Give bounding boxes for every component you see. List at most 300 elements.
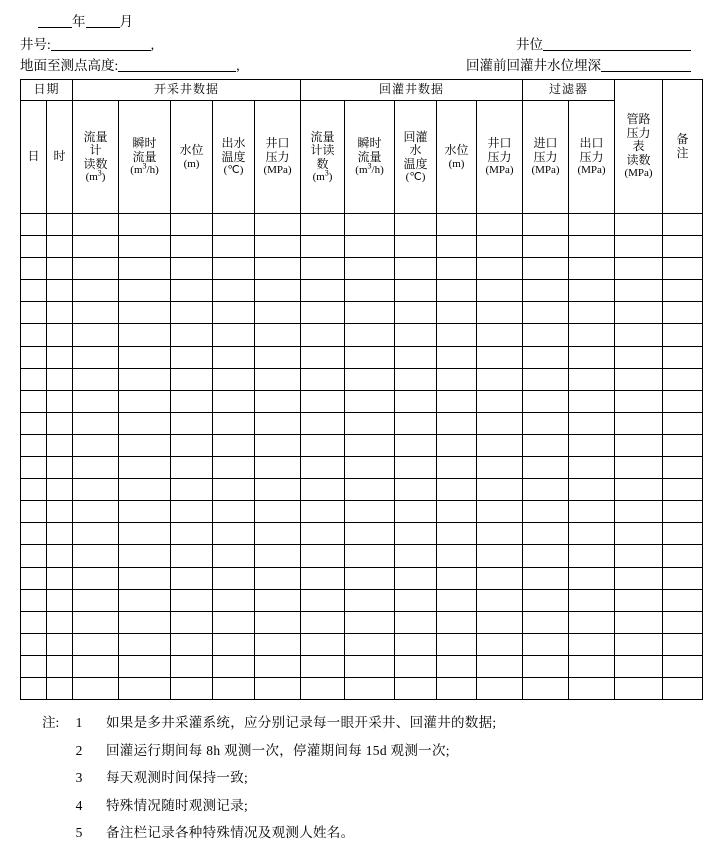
cell-filter-inlet-pressure[interactable] <box>523 457 569 479</box>
cell-filter-inlet-pressure[interactable] <box>523 390 569 412</box>
cell-filter-inlet-pressure[interactable] <box>523 545 569 567</box>
cell-rech-water-level[interactable] <box>437 390 477 412</box>
cell-filter-outlet-pressure[interactable] <box>569 324 615 346</box>
cell-hour[interactable] <box>47 368 73 390</box>
cell-hour[interactable] <box>47 390 73 412</box>
cell-rech-instant-flow[interactable] <box>345 567 395 589</box>
cell-rech-instant-flow[interactable] <box>345 258 395 280</box>
cell-rech-water-level[interactable] <box>437 589 477 611</box>
cell-rech-flow-meter[interactable] <box>301 324 345 346</box>
cell-prod-water-level[interactable] <box>171 434 213 456</box>
cell-rech-instant-flow[interactable] <box>345 214 395 236</box>
cell-filter-outlet-pressure[interactable] <box>569 412 615 434</box>
cell-rech-instant-flow[interactable] <box>345 655 395 677</box>
cell-rech-flow-meter[interactable] <box>301 677 345 699</box>
cell-rech-water-level[interactable] <box>437 655 477 677</box>
cell-prod-flow-meter[interactable] <box>73 258 119 280</box>
cell-pipe-pressure-reading[interactable] <box>615 412 663 434</box>
cell-rech-water-temp[interactable] <box>395 324 437 346</box>
cell-prod-wellhead-pressure[interactable] <box>255 258 301 280</box>
cell-hour[interactable] <box>47 545 73 567</box>
cell-remarks[interactable] <box>663 412 703 434</box>
cell-rech-instant-flow[interactable] <box>345 412 395 434</box>
cell-prod-flow-meter[interactable] <box>73 589 119 611</box>
cell-rech-water-temp[interactable] <box>395 677 437 699</box>
cell-day[interactable] <box>21 324 47 346</box>
cell-pipe-pressure-reading[interactable] <box>615 567 663 589</box>
cell-rech-water-level[interactable] <box>437 302 477 324</box>
cell-prod-wellhead-pressure[interactable] <box>255 567 301 589</box>
cell-remarks[interactable] <box>663 280 703 302</box>
cell-rech-instant-flow[interactable] <box>345 236 395 258</box>
cell-filter-outlet-pressure[interactable] <box>569 368 615 390</box>
cell-rech-wellhead-pressure[interactable] <box>477 545 523 567</box>
cell-rech-wellhead-pressure[interactable] <box>477 655 523 677</box>
cell-filter-inlet-pressure[interactable] <box>523 523 569 545</box>
cell-rech-instant-flow[interactable] <box>345 434 395 456</box>
cell-filter-inlet-pressure[interactable] <box>523 302 569 324</box>
cell-prod-water-temp[interactable] <box>213 523 255 545</box>
cell-pipe-pressure-reading[interactable] <box>615 390 663 412</box>
cell-rech-flow-meter[interactable] <box>301 589 345 611</box>
cell-prod-flow-meter[interactable] <box>73 479 119 501</box>
cell-prod-water-temp[interactable] <box>213 214 255 236</box>
cell-rech-instant-flow[interactable] <box>345 346 395 368</box>
cell-prod-wellhead-pressure[interactable] <box>255 390 301 412</box>
cell-hour[interactable] <box>47 611 73 633</box>
cell-rech-water-level[interactable] <box>437 633 477 655</box>
cell-rech-water-level[interactable] <box>437 412 477 434</box>
cell-rech-water-level[interactable] <box>437 280 477 302</box>
cell-prod-instant-flow[interactable] <box>119 545 171 567</box>
cell-remarks[interactable] <box>663 368 703 390</box>
cell-rech-wellhead-pressure[interactable] <box>477 368 523 390</box>
cell-remarks[interactable] <box>663 214 703 236</box>
cell-prod-flow-meter[interactable] <box>73 280 119 302</box>
cell-hour[interactable] <box>47 523 73 545</box>
cell-prod-flow-meter[interactable] <box>73 545 119 567</box>
cell-rech-water-level[interactable] <box>437 545 477 567</box>
cell-rech-water-temp[interactable] <box>395 567 437 589</box>
cell-remarks[interactable] <box>663 677 703 699</box>
cell-prod-wellhead-pressure[interactable] <box>255 280 301 302</box>
cell-filter-outlet-pressure[interactable] <box>569 258 615 280</box>
cell-remarks[interactable] <box>663 655 703 677</box>
cell-rech-water-temp[interactable] <box>395 346 437 368</box>
cell-prod-wellhead-pressure[interactable] <box>255 501 301 523</box>
cell-prod-water-level[interactable] <box>171 236 213 258</box>
cell-prod-instant-flow[interactable] <box>119 677 171 699</box>
cell-prod-water-level[interactable] <box>171 412 213 434</box>
cell-prod-water-temp[interactable] <box>213 434 255 456</box>
cell-prod-wellhead-pressure[interactable] <box>255 611 301 633</box>
cell-prod-water-temp[interactable] <box>213 677 255 699</box>
cell-hour[interactable] <box>47 346 73 368</box>
cell-pipe-pressure-reading[interactable] <box>615 434 663 456</box>
cell-rech-instant-flow[interactable] <box>345 280 395 302</box>
cell-pipe-pressure-reading[interactable] <box>615 589 663 611</box>
cell-rech-water-temp[interactable] <box>395 501 437 523</box>
cell-filter-outlet-pressure[interactable] <box>569 346 615 368</box>
cell-rech-water-temp[interactable] <box>395 457 437 479</box>
cell-rech-flow-meter[interactable] <box>301 368 345 390</box>
cell-rech-flow-meter[interactable] <box>301 412 345 434</box>
cell-prod-wellhead-pressure[interactable] <box>255 324 301 346</box>
cell-prod-instant-flow[interactable] <box>119 280 171 302</box>
cell-rech-water-temp[interactable] <box>395 479 437 501</box>
cell-filter-inlet-pressure[interactable] <box>523 258 569 280</box>
cell-rech-water-temp[interactable] <box>395 633 437 655</box>
cell-pipe-pressure-reading[interactable] <box>615 523 663 545</box>
cell-filter-inlet-pressure[interactable] <box>523 236 569 258</box>
cell-rech-flow-meter[interactable] <box>301 236 345 258</box>
cell-hour[interactable] <box>47 479 73 501</box>
cell-rech-wellhead-pressure[interactable] <box>477 501 523 523</box>
cell-rech-flow-meter[interactable] <box>301 457 345 479</box>
cell-prod-instant-flow[interactable] <box>119 236 171 258</box>
cell-prod-flow-meter[interactable] <box>73 523 119 545</box>
cell-prod-wellhead-pressure[interactable] <box>255 633 301 655</box>
cell-prod-water-level[interactable] <box>171 611 213 633</box>
cell-prod-instant-flow[interactable] <box>119 368 171 390</box>
cell-rech-water-level[interactable] <box>437 368 477 390</box>
cell-prod-wellhead-pressure[interactable] <box>255 434 301 456</box>
cell-rech-flow-meter[interactable] <box>301 545 345 567</box>
cell-rech-wellhead-pressure[interactable] <box>477 677 523 699</box>
cell-rech-instant-flow[interactable] <box>345 390 395 412</box>
cell-hour[interactable] <box>47 567 73 589</box>
cell-day[interactable] <box>21 479 47 501</box>
cell-rech-wellhead-pressure[interactable] <box>477 457 523 479</box>
cell-pipe-pressure-reading[interactable] <box>615 302 663 324</box>
cell-prod-water-temp[interactable] <box>213 280 255 302</box>
cell-prod-wellhead-pressure[interactable] <box>255 412 301 434</box>
cell-rech-instant-flow[interactable] <box>345 523 395 545</box>
cell-prod-water-temp[interactable] <box>213 258 255 280</box>
cell-prod-instant-flow[interactable] <box>119 479 171 501</box>
cell-rech-instant-flow[interactable] <box>345 545 395 567</box>
cell-hour[interactable] <box>47 214 73 236</box>
cell-filter-outlet-pressure[interactable] <box>569 302 615 324</box>
cell-filter-outlet-pressure[interactable] <box>569 611 615 633</box>
cell-hour[interactable] <box>47 302 73 324</box>
cell-prod-water-temp[interactable] <box>213 611 255 633</box>
cell-filter-inlet-pressure[interactable] <box>523 655 569 677</box>
cell-prod-instant-flow[interactable] <box>119 434 171 456</box>
cell-prod-water-temp[interactable] <box>213 479 255 501</box>
cell-prod-flow-meter[interactable] <box>73 611 119 633</box>
month-blank[interactable] <box>86 14 120 28</box>
cell-filter-inlet-pressure[interactable] <box>523 633 569 655</box>
cell-remarks[interactable] <box>663 390 703 412</box>
cell-rech-wellhead-pressure[interactable] <box>477 412 523 434</box>
cell-hour[interactable] <box>47 434 73 456</box>
cell-remarks[interactable] <box>663 589 703 611</box>
cell-rech-water-temp[interactable] <box>395 545 437 567</box>
cell-rech-wellhead-pressure[interactable] <box>477 633 523 655</box>
well-no-blank[interactable] <box>51 37 151 51</box>
cell-prod-water-level[interactable] <box>171 214 213 236</box>
cell-prod-water-temp[interactable] <box>213 412 255 434</box>
cell-prod-water-level[interactable] <box>171 677 213 699</box>
cell-prod-water-temp[interactable] <box>213 567 255 589</box>
cell-hour[interactable] <box>47 280 73 302</box>
cell-rech-water-temp[interactable] <box>395 523 437 545</box>
cell-filter-inlet-pressure[interactable] <box>523 368 569 390</box>
cell-remarks[interactable] <box>663 501 703 523</box>
cell-prod-flow-meter[interactable] <box>73 368 119 390</box>
cell-rech-instant-flow[interactable] <box>345 368 395 390</box>
cell-day[interactable] <box>21 346 47 368</box>
cell-rech-water-temp[interactable] <box>395 611 437 633</box>
cell-rech-instant-flow[interactable] <box>345 501 395 523</box>
cell-pipe-pressure-reading[interactable] <box>615 324 663 346</box>
cell-hour[interactable] <box>47 501 73 523</box>
cell-prod-water-temp[interactable] <box>213 346 255 368</box>
cell-prod-water-level[interactable] <box>171 302 213 324</box>
cell-prod-flow-meter[interactable] <box>73 302 119 324</box>
cell-rech-instant-flow[interactable] <box>345 302 395 324</box>
cell-day[interactable] <box>21 412 47 434</box>
cell-day[interactable] <box>21 589 47 611</box>
cell-rech-wellhead-pressure[interactable] <box>477 611 523 633</box>
cell-rech-water-level[interactable] <box>437 346 477 368</box>
cell-filter-outlet-pressure[interactable] <box>569 280 615 302</box>
cell-prod-water-temp[interactable] <box>213 390 255 412</box>
cell-filter-inlet-pressure[interactable] <box>523 677 569 699</box>
cell-prod-flow-meter[interactable] <box>73 567 119 589</box>
cell-filter-outlet-pressure[interactable] <box>569 434 615 456</box>
cell-day[interactable] <box>21 390 47 412</box>
cell-prod-water-level[interactable] <box>171 589 213 611</box>
cell-hour[interactable] <box>47 633 73 655</box>
cell-day[interactable] <box>21 302 47 324</box>
cell-rech-flow-meter[interactable] <box>301 346 345 368</box>
cell-prod-instant-flow[interactable] <box>119 655 171 677</box>
cell-rech-water-level[interactable] <box>437 324 477 346</box>
cell-filter-inlet-pressure[interactable] <box>523 567 569 589</box>
cell-rech-water-temp[interactable] <box>395 589 437 611</box>
cell-day[interactable] <box>21 434 47 456</box>
cell-prod-flow-meter[interactable] <box>73 324 119 346</box>
cell-filter-inlet-pressure[interactable] <box>523 434 569 456</box>
cell-prod-wellhead-pressure[interactable] <box>255 589 301 611</box>
cell-prod-instant-flow[interactable] <box>119 258 171 280</box>
cell-rech-water-level[interactable] <box>437 567 477 589</box>
cell-rech-wellhead-pressure[interactable] <box>477 214 523 236</box>
cell-rech-wellhead-pressure[interactable] <box>477 280 523 302</box>
cell-day[interactable] <box>21 501 47 523</box>
cell-remarks[interactable] <box>663 567 703 589</box>
cell-filter-outlet-pressure[interactable] <box>569 633 615 655</box>
cell-rech-flow-meter[interactable] <box>301 214 345 236</box>
cell-prod-wellhead-pressure[interactable] <box>255 368 301 390</box>
cell-day[interactable] <box>21 655 47 677</box>
cell-prod-flow-meter[interactable] <box>73 236 119 258</box>
cell-remarks[interactable] <box>663 434 703 456</box>
cell-rech-flow-meter[interactable] <box>301 280 345 302</box>
cell-prod-instant-flow[interactable] <box>119 214 171 236</box>
cell-prod-wellhead-pressure[interactable] <box>255 479 301 501</box>
cell-rech-flow-meter[interactable] <box>301 633 345 655</box>
cell-remarks[interactable] <box>663 545 703 567</box>
cell-pipe-pressure-reading[interactable] <box>615 677 663 699</box>
cell-hour[interactable] <box>47 324 73 346</box>
cell-remarks[interactable] <box>663 236 703 258</box>
cell-prod-water-temp[interactable] <box>213 324 255 346</box>
cell-prod-wellhead-pressure[interactable] <box>255 545 301 567</box>
cell-rech-wellhead-pressure[interactable] <box>477 479 523 501</box>
cell-prod-instant-flow[interactable] <box>119 501 171 523</box>
cell-rech-wellhead-pressure[interactable] <box>477 324 523 346</box>
cell-filter-outlet-pressure[interactable] <box>569 545 615 567</box>
cell-prod-water-level[interactable] <box>171 545 213 567</box>
cell-filter-inlet-pressure[interactable] <box>523 346 569 368</box>
cell-rech-water-temp[interactable] <box>395 368 437 390</box>
cell-filter-inlet-pressure[interactable] <box>523 479 569 501</box>
cell-pipe-pressure-reading[interactable] <box>615 214 663 236</box>
cell-rech-instant-flow[interactable] <box>345 457 395 479</box>
cell-prod-flow-meter[interactable] <box>73 434 119 456</box>
cell-rech-wellhead-pressure[interactable] <box>477 390 523 412</box>
cell-prod-wellhead-pressure[interactable] <box>255 677 301 699</box>
cell-day[interactable] <box>21 368 47 390</box>
cell-filter-inlet-pressure[interactable] <box>523 611 569 633</box>
cell-day[interactable] <box>21 258 47 280</box>
cell-prod-water-temp[interactable] <box>213 457 255 479</box>
cell-rech-flow-meter[interactable] <box>301 567 345 589</box>
cell-prod-instant-flow[interactable] <box>119 523 171 545</box>
cell-rech-water-temp[interactable] <box>395 258 437 280</box>
cell-day[interactable] <box>21 280 47 302</box>
cell-rech-instant-flow[interactable] <box>345 479 395 501</box>
cell-rech-wellhead-pressure[interactable] <box>477 434 523 456</box>
cell-filter-outlet-pressure[interactable] <box>569 589 615 611</box>
cell-rech-water-level[interactable] <box>437 214 477 236</box>
cell-filter-outlet-pressure[interactable] <box>569 677 615 699</box>
cell-pipe-pressure-reading[interactable] <box>615 501 663 523</box>
cell-prod-water-level[interactable] <box>171 501 213 523</box>
cell-remarks[interactable] <box>663 258 703 280</box>
cell-prod-flow-meter[interactable] <box>73 633 119 655</box>
cell-pipe-pressure-reading[interactable] <box>615 368 663 390</box>
cell-prod-water-temp[interactable] <box>213 589 255 611</box>
cell-prod-flow-meter[interactable] <box>73 457 119 479</box>
cell-day[interactable] <box>21 633 47 655</box>
cell-filter-outlet-pressure[interactable] <box>569 567 615 589</box>
cell-rech-instant-flow[interactable] <box>345 589 395 611</box>
cell-prod-instant-flow[interactable] <box>119 611 171 633</box>
cell-hour[interactable] <box>47 236 73 258</box>
cell-prod-instant-flow[interactable] <box>119 302 171 324</box>
cell-prod-instant-flow[interactable] <box>119 390 171 412</box>
cell-rech-water-temp[interactable] <box>395 412 437 434</box>
cell-rech-water-level[interactable] <box>437 611 477 633</box>
cell-prod-flow-meter[interactable] <box>73 501 119 523</box>
cell-day[interactable] <box>21 567 47 589</box>
cell-filter-inlet-pressure[interactable] <box>523 324 569 346</box>
cell-prod-water-temp[interactable] <box>213 236 255 258</box>
cell-pipe-pressure-reading[interactable] <box>615 280 663 302</box>
cell-prod-water-level[interactable] <box>171 479 213 501</box>
cell-prod-instant-flow[interactable] <box>119 567 171 589</box>
cell-filter-outlet-pressure[interactable] <box>569 457 615 479</box>
cell-filter-outlet-pressure[interactable] <box>569 479 615 501</box>
cell-prod-water-level[interactable] <box>171 567 213 589</box>
cell-prod-wellhead-pressure[interactable] <box>255 302 301 324</box>
recharge-depth-blank[interactable] <box>601 58 691 72</box>
cell-prod-water-temp[interactable] <box>213 655 255 677</box>
cell-hour[interactable] <box>47 589 73 611</box>
cell-rech-water-level[interactable] <box>437 434 477 456</box>
cell-rech-wellhead-pressure[interactable] <box>477 589 523 611</box>
cell-prod-instant-flow[interactable] <box>119 412 171 434</box>
cell-filter-inlet-pressure[interactable] <box>523 280 569 302</box>
cell-remarks[interactable] <box>663 302 703 324</box>
cell-prod-wellhead-pressure[interactable] <box>255 655 301 677</box>
cell-rech-water-level[interactable] <box>437 677 477 699</box>
cell-filter-inlet-pressure[interactable] <box>523 501 569 523</box>
cell-rech-wellhead-pressure[interactable] <box>477 258 523 280</box>
cell-prod-water-temp[interactable] <box>213 368 255 390</box>
cell-remarks[interactable] <box>663 479 703 501</box>
cell-hour[interactable] <box>47 457 73 479</box>
cell-prod-instant-flow[interactable] <box>119 324 171 346</box>
cell-rech-water-temp[interactable] <box>395 280 437 302</box>
cell-prod-flow-meter[interactable] <box>73 214 119 236</box>
cell-prod-wellhead-pressure[interactable] <box>255 214 301 236</box>
ground-to-point-blank[interactable] <box>118 58 236 72</box>
cell-pipe-pressure-reading[interactable] <box>615 457 663 479</box>
cell-filter-outlet-pressure[interactable] <box>569 390 615 412</box>
cell-pipe-pressure-reading[interactable] <box>615 258 663 280</box>
cell-prod-instant-flow[interactable] <box>119 633 171 655</box>
cell-pipe-pressure-reading[interactable] <box>615 545 663 567</box>
cell-filter-inlet-pressure[interactable] <box>523 589 569 611</box>
cell-hour[interactable] <box>47 655 73 677</box>
cell-pipe-pressure-reading[interactable] <box>615 479 663 501</box>
cell-prod-water-temp[interactable] <box>213 302 255 324</box>
cell-prod-water-level[interactable] <box>171 258 213 280</box>
cell-filter-outlet-pressure[interactable] <box>569 236 615 258</box>
cell-rech-water-level[interactable] <box>437 479 477 501</box>
cell-pipe-pressure-reading[interactable] <box>615 346 663 368</box>
well-position-blank[interactable] <box>543 37 691 51</box>
cell-prod-flow-meter[interactable] <box>73 390 119 412</box>
cell-rech-wellhead-pressure[interactable] <box>477 523 523 545</box>
cell-rech-water-level[interactable] <box>437 258 477 280</box>
cell-hour[interactable] <box>47 677 73 699</box>
cell-rech-flow-meter[interactable] <box>301 655 345 677</box>
cell-filter-outlet-pressure[interactable] <box>569 655 615 677</box>
cell-rech-wellhead-pressure[interactable] <box>477 236 523 258</box>
cell-rech-water-level[interactable] <box>437 501 477 523</box>
cell-day[interactable] <box>21 677 47 699</box>
cell-rech-water-temp[interactable] <box>395 390 437 412</box>
cell-pipe-pressure-reading[interactable] <box>615 633 663 655</box>
cell-remarks[interactable] <box>663 633 703 655</box>
cell-pipe-pressure-reading[interactable] <box>615 655 663 677</box>
cell-rech-flow-meter[interactable] <box>301 390 345 412</box>
cell-prod-instant-flow[interactable] <box>119 457 171 479</box>
cell-prod-water-level[interactable] <box>171 457 213 479</box>
cell-remarks[interactable] <box>663 611 703 633</box>
cell-pipe-pressure-reading[interactable] <box>615 236 663 258</box>
cell-filter-inlet-pressure[interactable] <box>523 412 569 434</box>
cell-rech-instant-flow[interactable] <box>345 677 395 699</box>
cell-rech-flow-meter[interactable] <box>301 434 345 456</box>
cell-prod-wellhead-pressure[interactable] <box>255 523 301 545</box>
